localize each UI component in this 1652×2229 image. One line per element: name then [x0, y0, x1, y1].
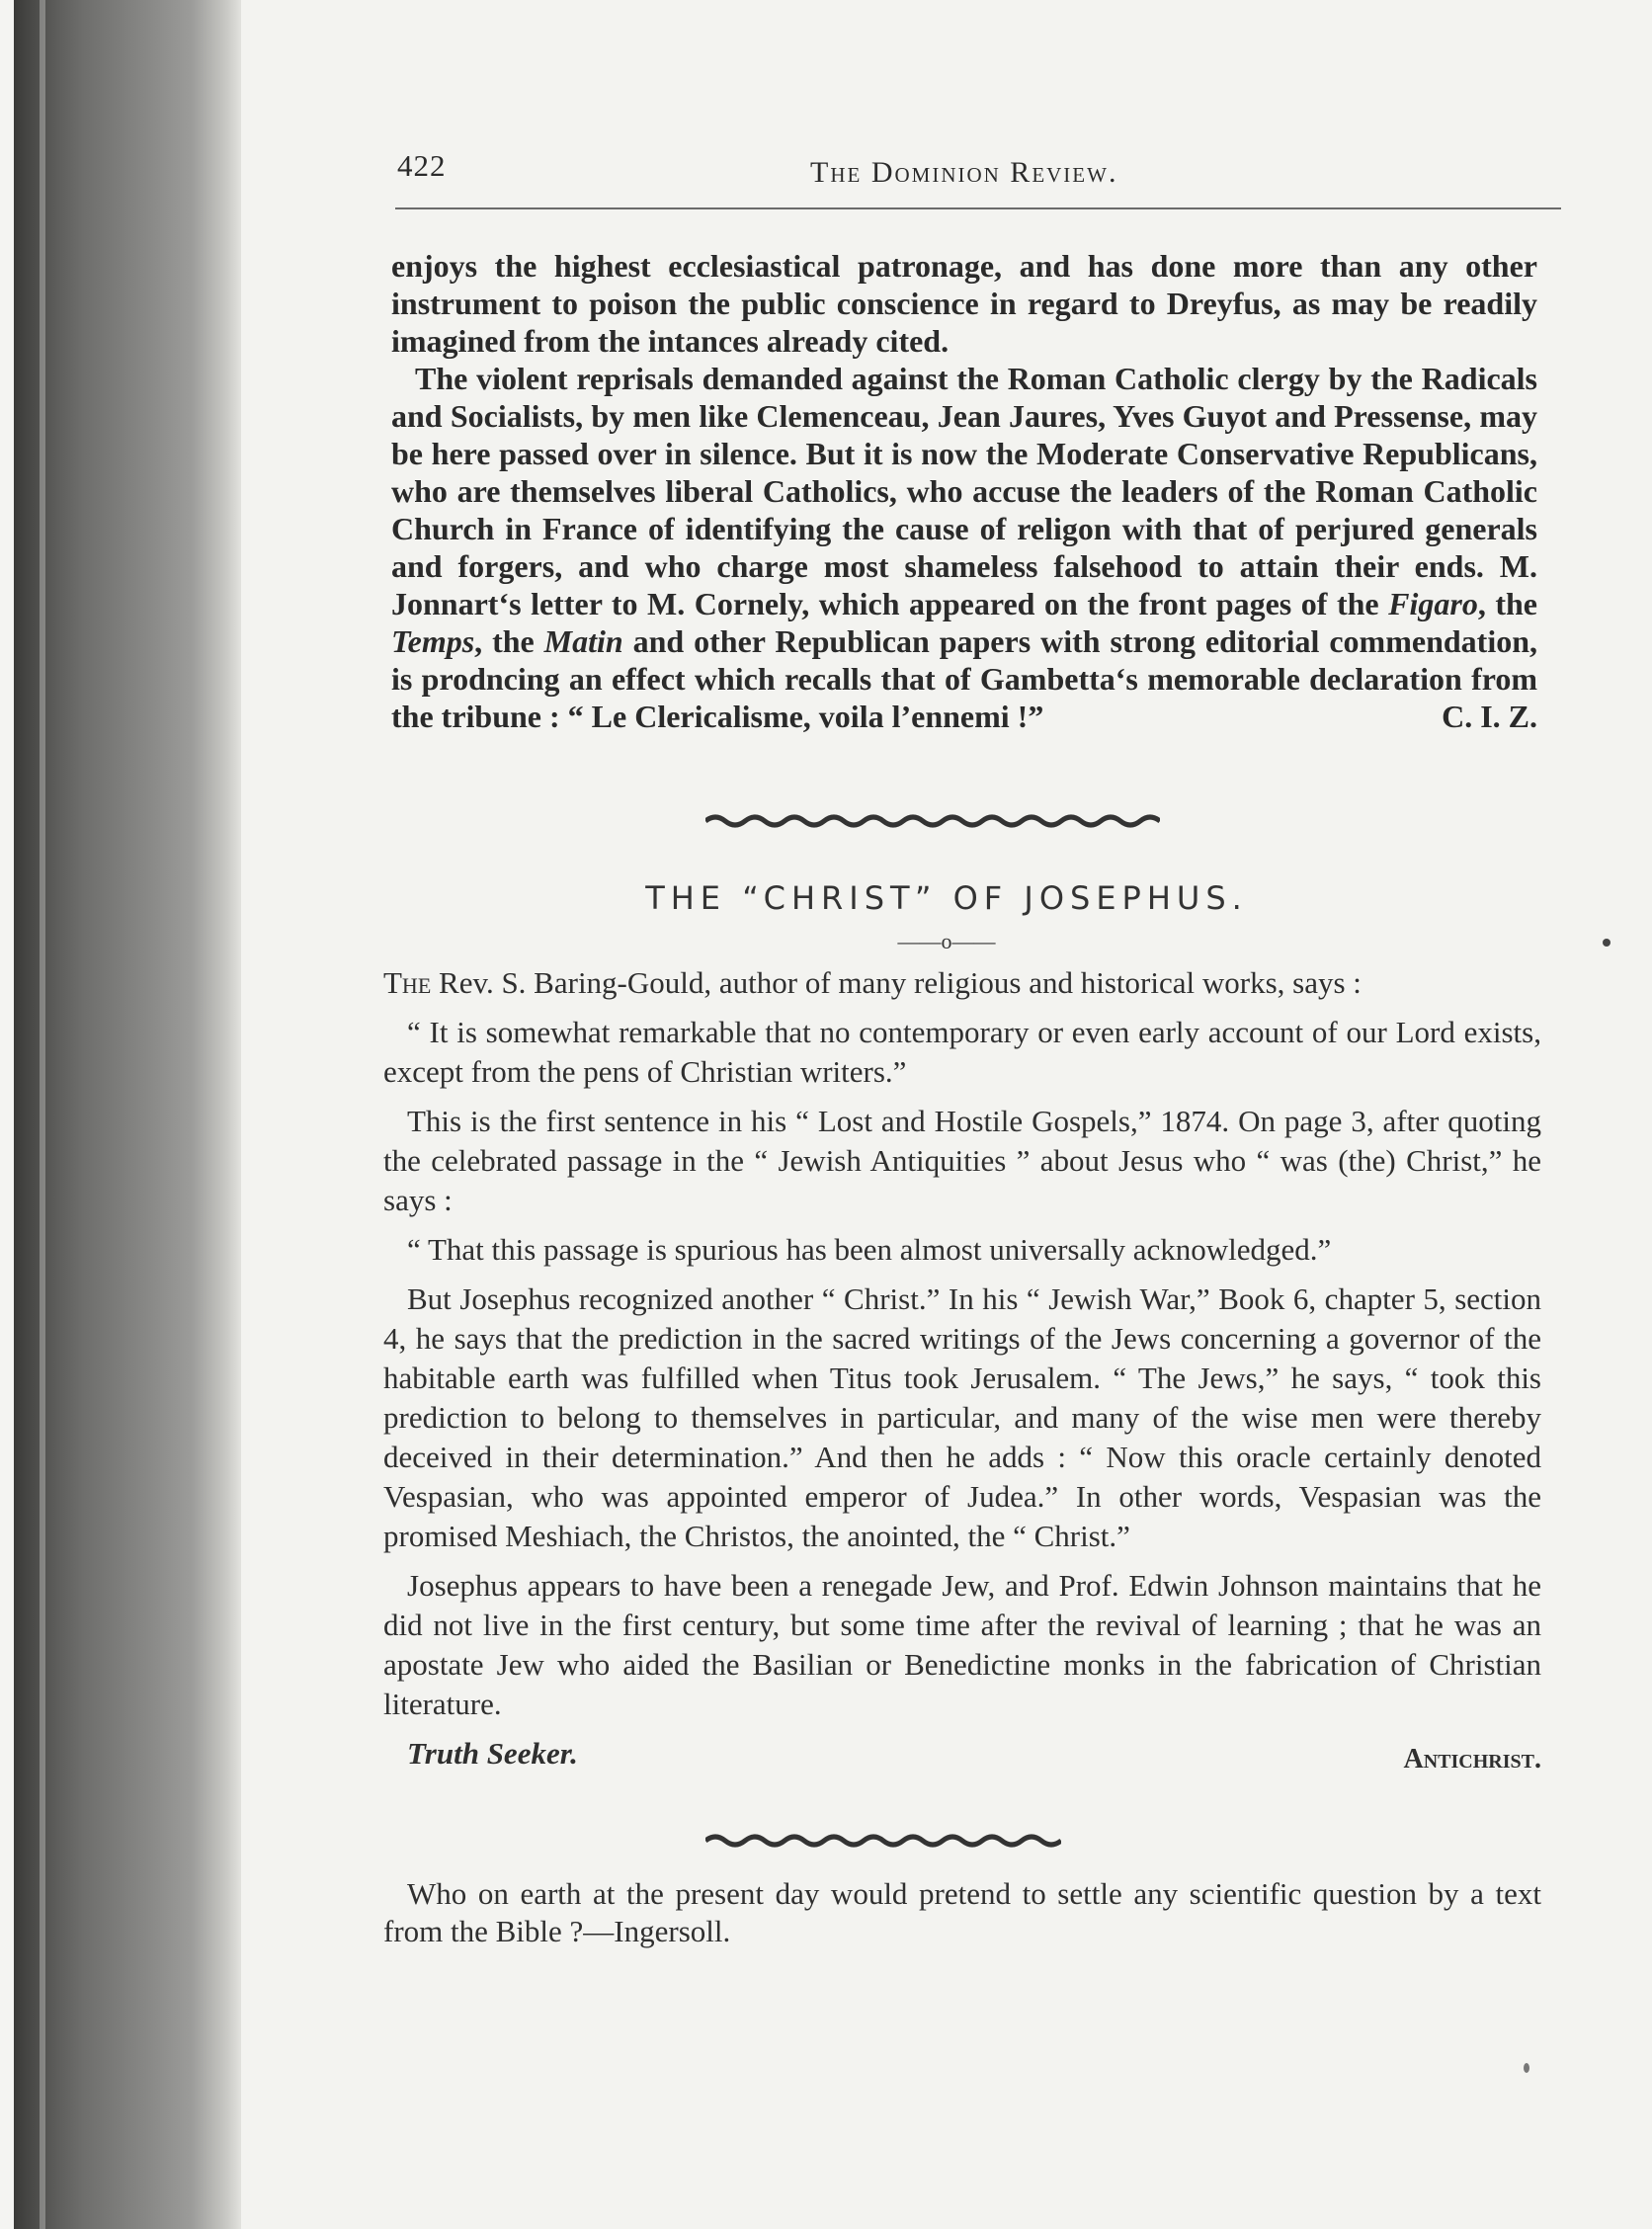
- source-credit: Truth Seeker.: [407, 1736, 578, 1771]
- newspaper-name: Temps: [391, 623, 475, 659]
- running-title: The Dominion Review.: [810, 156, 1118, 189]
- article-title: THE “CHRIST” OF JOSEPHUS.: [645, 879, 1248, 917]
- wavy-divider: [705, 810, 1160, 832]
- newspaper-name: Figaro: [1388, 586, 1478, 621]
- text-run: , the: [474, 623, 544, 659]
- preceding-article-text: [391, 247, 1537, 735]
- author-signature: Antichrist.: [1403, 1744, 1541, 1775]
- newspaper-name: Matin: [543, 623, 623, 659]
- paragraph: Who on earth at the present day would pretend to settle any scientific question by a text from the Bible ?—Ingersoll.: [383, 1876, 1541, 1948]
- lead-word: The: [383, 965, 432, 1000]
- page-sheet: [241, 0, 1652, 2229]
- quotation: “ It is somewhat remarkable that no contemporary or even early account of our Lord exists, except from the pens of Christian writers.”: [383, 1015, 1541, 1089]
- paragraph: enjoys the highest ecclesiastical patronage, and has done more than any other instrument to poison the public conscience in regard to Dreyfus, as may be readily imagined from the intances already cited.: [391, 248, 1537, 359]
- paragraph: [383, 963, 1541, 1003]
- closing-quotation: [383, 1875, 1541, 1950]
- header-rule: [395, 207, 1561, 209]
- text-run: Rev. S. Baring-Gould, author of many religious and historical works, says :: [431, 965, 1362, 1000]
- author-signature: C. I. Z.: [1442, 699, 1537, 734]
- text-run: and other Republican papers with strong editorial commendation, is prodncing an effect which recalls that of Gambetta‘s memorable declaration from the tribune : “ Le Clericalisme, voila l’ennemi !”: [391, 623, 1538, 734]
- wavy-divider: [705, 1830, 1061, 1852]
- title-ornament: ——o——: [897, 929, 996, 953]
- source-line: [383, 1734, 1541, 1774]
- ink-speck: [1603, 939, 1611, 947]
- paragraph: Josephus appears to have been a renegade Jew, and Prof. Edwin Johnson maintains that he did not live in the first century, but some time after the revival of learning ; that he was an apostate Jew who aided the Basilian or Benedictine monks in the fabrication of Christian literature.: [383, 1568, 1541, 1721]
- paragraph: But Josephus recognized another “ Christ.” In his “ Jewish War,” Book 6, chapter 5, section 4, he says that the prediction in the sacred writings of the Jews concerning a governor of the habitable earth was fulfilled when Titus took Jerusalem. “ The Jews,” he says, “ took this prediction to belong to themselves in particular, and many of the wise men were thereby deceived in their determination.” And then he adds : “ Now this oracle certainly denoted Vespasian, who was appointed emperor of Judea.” In other words, Vespasian was the promised Meshiach, the Christos, the anointed, the “ Christ.”: [383, 1281, 1541, 1553]
- text-run: The violent reprisals demanded against the Roman Catholic clergy by the Radicals and Socialists, by men like Clemenceau, Jean Jaures, Yves Guyot and Pressense, may be here passed over in silence. But it is now the Moderate Conservative Republicans, who are themselves liberal Catholics, who accuse the leaders of the Roman Catholic Church in France of identifying the cause of religon with that of perjured generals and forgers, and who charge most shameless falsehood to attain their ends. M. Jonnart‘s letter to M. Cornely, which appeared on the front pages of the: [391, 361, 1537, 621]
- paragraph: [391, 360, 1537, 735]
- paper-edge: [0, 0, 14, 2229]
- quotation: “ That this passage is spurious has been almost universally acknowledged.”: [407, 1232, 1332, 1267]
- page-number: 422: [397, 148, 447, 183]
- paragraph: This is the first sentence in his “ Lost and Hostile Gospels,” 1874. On page 3, after quoting the celebrated passage in the “ Jewish Antiquities ” about Jesus who “ was (the) Christ,” he says :: [383, 1104, 1541, 1217]
- ink-speck: [1524, 2063, 1529, 2073]
- spine-highlight: [40, 0, 45, 2229]
- book-spine-shadow: [14, 0, 241, 2229]
- text-run: , the: [1477, 586, 1538, 621]
- article-body: [383, 963, 1541, 1783]
